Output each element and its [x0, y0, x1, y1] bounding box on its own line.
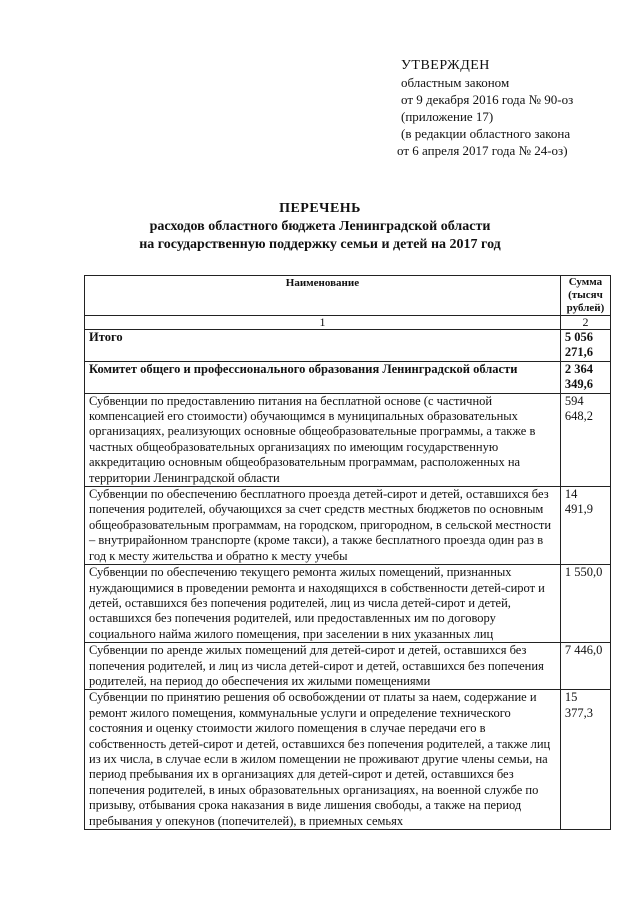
column-number-sum: 2 — [560, 316, 610, 330]
approval-line: от 6 апреля 2017 года № 24-оз) — [397, 143, 568, 158]
committee-label: Комитет общего и профессионального образования Ленинградской области — [85, 361, 561, 393]
table-row — [85, 393, 611, 486]
header-sum — [560, 276, 610, 316]
item-value: 15 377,3 — [560, 690, 610, 830]
header-sum-line2: (тысяч рублей) — [566, 289, 605, 314]
approval-line: (в редакции областного закона — [401, 126, 571, 141]
table-row — [85, 487, 611, 565]
table-header-row — [85, 276, 611, 316]
item-text: Субвенции по принятию решения об освобождении от платы за наем, содержание и ремонт жилого помещения, коммунальные услуги и определение технического состояния и оценку стоимости жилого помещения в случае передачи его в собственность детей-сирот и детей, оставшихся без попечения родителей, а также лиц из их числа, в случае если в жилом помещении не проживают другие члены семьи, на период пребывания их в организациях для детей-сирот и детей, оставшихся без попечения родителей, в иных образовательных организациях, на военной службе по призыву, отбывания срока наказания в виде лишения свободы, а также на период пребывания у опекунов (попечителей), в приемных семьях — [85, 690, 561, 830]
column-number-row — [85, 316, 611, 330]
expense-table — [84, 275, 611, 830]
committee-value: 2 364 349,6 — [560, 361, 610, 393]
header-sum-line1: Сумма — [568, 276, 603, 288]
item-text: Субвенции по обеспечению бесплатного проезда детей-сирот и детей, оставшихся без попечения родителей, обучающихся за счет средств местных бюджетов по основным общеобразовательным программам, на городском, пригородном, в сельской местности – внутрирайонном транспорте (кроме такси), а также бесплатного проезда один раз в год к месту жительства и обратно к месту учебы — [85, 487, 561, 565]
table-row — [85, 643, 611, 690]
item-text: Субвенции по обеспечению текущего ремонта жилых помещений, признанных нуждающимися в проведении ремонта и находящихся в собственности детей-сирот и детей, оставшихся без попечения родителей, лиц из числа детей-сирот и детей, оставшихся без попечения родителей, или предоставленных им по договору социального найма жилого помещения, при заселении в них указанных лиц — [85, 565, 561, 643]
item-text: Субвенции по аренде жилых помещений для детей-сирот и детей, оставшихся без попечения родителей, и лиц из числа детей-сирот и детей, оставшихся без попечения родителей, на период до обеспечения их жилыми помещениями — [85, 643, 561, 690]
title-line-2: расходов областного бюджета Ленинградской области — [149, 219, 491, 234]
header-name: Наименование — [85, 276, 561, 316]
total-value: 5 056 271,6 — [560, 330, 610, 362]
document-title — [0, 200, 640, 254]
item-value: 594 648,2 — [560, 393, 610, 486]
total-row — [85, 330, 611, 362]
total-label: Итого — [85, 330, 561, 362]
approval-stamp — [397, 57, 574, 159]
title-line-1: ПЕРЕЧЕНЬ — [279, 201, 361, 216]
item-text: Субвенции по предоставлению питания на бесплатной основе (с частичной компенсацией его стоимости) обучающимся в муниципальных образовательных организациях, реализующих основные общеобразовательные программы, а также в частных общеобразовательных организациях по имеющим государственную аккредитацию основным общеобразовательным программам, расположенных на территории Ленинградской области — [85, 393, 561, 486]
approval-line: областным законом — [401, 75, 510, 90]
item-value: 7 446,0 — [560, 643, 610, 690]
table-row — [85, 690, 611, 830]
column-number-name: 1 — [85, 316, 561, 330]
approval-line: от 9 декабря 2016 года № 90-оз — [401, 92, 574, 107]
approval-header: УТВЕРЖДЕН — [401, 58, 490, 73]
item-value: 1 550,0 — [560, 565, 610, 643]
title-line-3: на государственную поддержку семьи и детей на 2017 год — [139, 237, 501, 252]
item-value: 14 491,9 — [560, 487, 610, 565]
committee-row — [85, 361, 611, 393]
approval-line: (приложение 17) — [401, 109, 494, 124]
table-row — [85, 565, 611, 643]
